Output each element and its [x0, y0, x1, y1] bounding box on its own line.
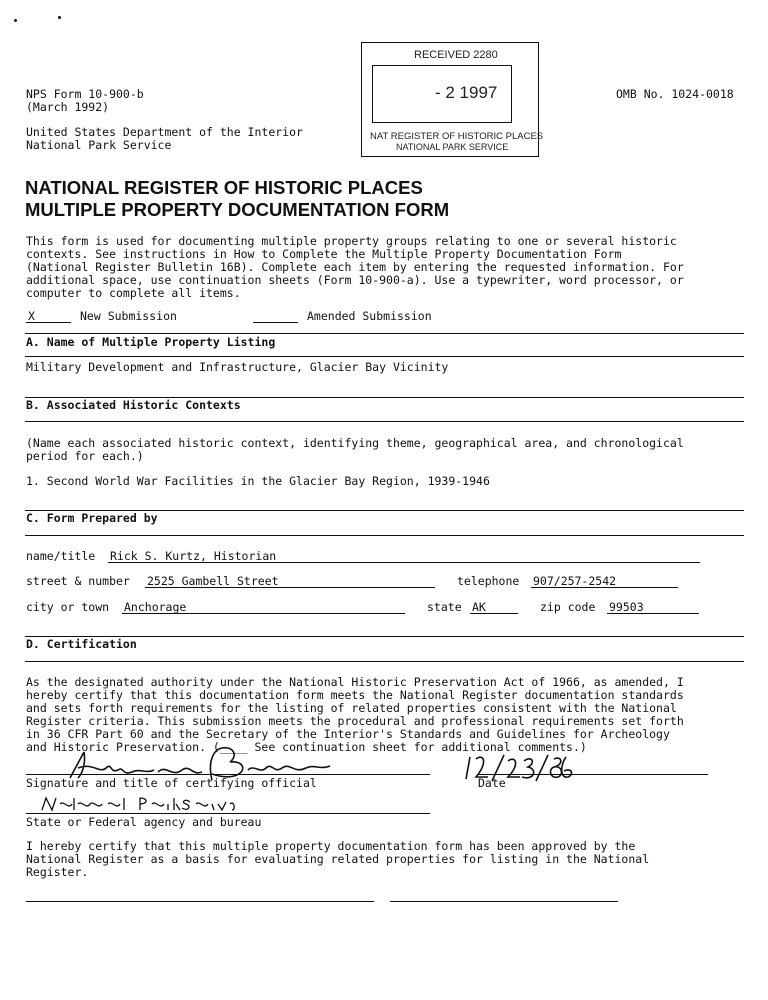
section-b-note-line-2: period for each.)	[26, 449, 144, 463]
telephone-label: telephone	[457, 574, 520, 588]
date-label: Date	[478, 776, 506, 790]
section-rule	[25, 333, 744, 334]
name-title-label: name/title	[26, 549, 96, 563]
section-rule	[25, 535, 744, 536]
zip-value: 99503	[609, 600, 644, 614]
department-line-1: United States Department of the Interior	[26, 125, 303, 139]
approval-line: National Register as a basis for evaluating related properties for listing in the National	[26, 852, 650, 866]
form-number: NPS Form 10-900-b	[26, 87, 144, 101]
instructions-line: additional space, use continuation sheets (Form 10-900-a). Use a typewriter, word processor, or	[26, 273, 684, 287]
property-listing-name: Military Development and Infrastructure, Glacier Bay Vicinity	[26, 360, 449, 374]
section-rule	[25, 356, 744, 357]
historic-context-item: 1. Second World War Facilities in the Glacier Bay Region, 1939-1946	[26, 474, 490, 488]
page-title-line-2: MULTIPLE PROPERTY DOCUMENTATION FORM	[25, 199, 450, 220]
certification-line: Register criteria. This submission meets the procedural and professional requirements set forth	[26, 714, 684, 728]
section-a-heading: A. Name of Multiple Property Listing	[26, 335, 276, 349]
new-submission-mark[interactable]: X	[28, 309, 35, 323]
certification-line: and Historic Preservation. (____ See continuation sheet for additional comments.)	[26, 740, 587, 754]
handwritten-agency	[40, 796, 236, 814]
signature-label: Signature and title of certifying official	[26, 776, 317, 790]
date-line	[478, 774, 708, 775]
instructions-line: (National Register Bulletin 16B). Complete each item by entering the requested information. For	[26, 260, 684, 274]
stamp-org-line-2: NATIONAL PARK SERVICE	[396, 142, 509, 152]
certification-line: and sets forth requirements for the listing of related properties consistent with the National	[26, 701, 677, 715]
name-title-field	[108, 562, 700, 563]
city-value: Anchorage	[124, 600, 187, 614]
state-label: state	[427, 600, 462, 614]
name-title-value: Rick S. Kurtz, Historian	[110, 549, 277, 563]
amended-submission-blank[interactable]	[253, 322, 298, 323]
scan-speck	[14, 19, 17, 22]
page-title-line-1: NATIONAL REGISTER OF HISTORIC PLACES	[25, 177, 423, 198]
instructions-line: This form is used for documenting multiple property groups relating to one or several historic	[26, 234, 677, 248]
amended-submission-label: Amended Submission	[307, 309, 432, 323]
instructions-line: contexts. See instructions in How to Complete the Multiple Property Documentation Form	[26, 247, 622, 261]
approval-line: I hereby certify that this multiple property documentation form has been approved by the	[26, 839, 636, 853]
zip-label: zip code	[540, 600, 596, 614]
instructions-line: computer to complete all items.	[26, 286, 241, 300]
department-line-2: National Park Service	[26, 138, 172, 152]
keeper-signature-line	[26, 901, 374, 902]
street-label: street & number	[26, 574, 130, 588]
section-b-note-line-1: (Name each associated historic context, identifying theme, geographical area, and chronological	[26, 436, 684, 450]
certification-line: As the designated authority under the National Historic Preservation Act of 1966, as amended, I	[26, 675, 684, 689]
section-rule	[25, 421, 744, 422]
agency-label: State or Federal agency and bureau	[26, 815, 262, 829]
section-d-heading: D. Certification	[26, 637, 137, 651]
state-value: AK	[472, 600, 486, 614]
city-field	[122, 613, 405, 614]
stamp-date: - 2 1997	[435, 83, 498, 102]
form-date: (March 1992)	[26, 100, 110, 114]
section-c-heading: C. Form Prepared by	[26, 511, 158, 525]
received-stamp	[361, 42, 544, 157]
signature-line	[26, 774, 430, 775]
street-value: 2525 Gambell Street	[147, 574, 279, 588]
stamp-received: RECEIVED 2280	[414, 49, 498, 61]
city-label: city or town	[26, 600, 110, 614]
new-submission-label: New Submission	[80, 309, 177, 323]
stamp-date-box	[372, 65, 512, 123]
approval-line: Register.	[26, 865, 89, 879]
agency-line	[26, 813, 430, 814]
omb-number: OMB No. 1024-0018	[616, 87, 734, 101]
new-submission-blank	[26, 322, 71, 323]
telephone-value: 907/257-2542	[533, 574, 617, 588]
telephone-field	[531, 587, 678, 588]
street-field	[145, 587, 435, 588]
state-field	[470, 613, 518, 614]
zip-field	[607, 613, 699, 614]
section-rule	[25, 661, 744, 662]
certification-line: hereby certify that this documentation form meets the National Register documentation standards	[26, 688, 684, 702]
stamp-org-line-1: NAT REGISTER OF HISTORIC PLACES	[370, 131, 544, 142]
certification-line: in 36 CFR Part 60 and the Secretary of the Interior's Standards and Guidelines for Archeology	[26, 727, 670, 741]
section-b-heading: B. Associated Historic Contexts	[26, 398, 241, 412]
scan-speck	[58, 16, 61, 19]
keeper-date-line	[390, 901, 618, 902]
